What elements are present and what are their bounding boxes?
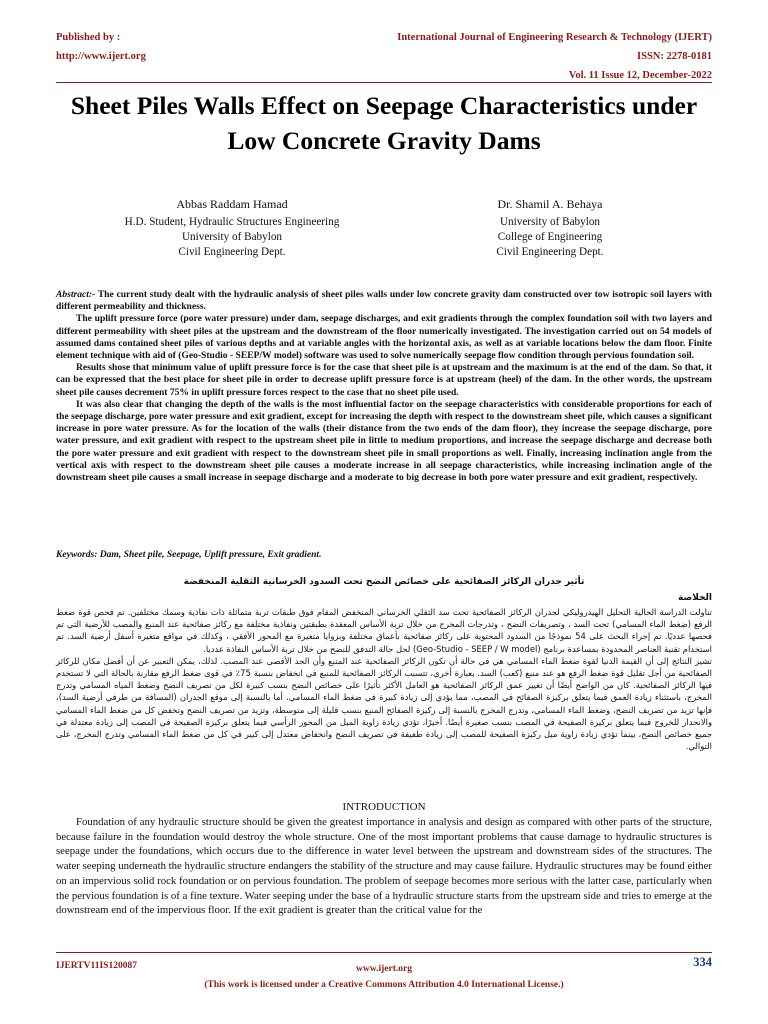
introduction-section	[56, 815, 712, 918]
author-affiliation: H.D. Student, Hydraulic Structures Engineering	[124, 216, 340, 228]
keywords-line	[56, 549, 712, 560]
keywords-label: Keywords	[56, 549, 95, 560]
arabic-title: تأثير جدران الركائز الصفائحية على خصائص النضح تحت السدود الخرسانية الثقلية المنخفضة	[183, 577, 585, 587]
author-block-2	[410, 197, 690, 260]
arabic-paragraph: تناولت الدراسة الحالية التحليل الهيدروليكي لجدران الركائز الصفائحية تحت سد الثقلي الخرساني المنخفض المقام فوق طبقات تربة متماثلة ذات نفاذية وسمك مختلفين. تم فحص قوة ضغط الرفع (ضغط الماء المسامي) تحت السد ، وتصريفات النضح ، وتدرجات المخرج من خلال تربة الأساس المعقدة بطبقتين ونفاذية مختلفة مع ركائز صفائحية عند المنبع والمصب للأرضية التي تم فحصها عدديًا. تم إجراء البحث على 54 نموذجًا من السدود المحتوية على ركائز صفائحية بأعماق مختلفة وبزوايا متغيرة مع المحور الأفقي ، وكذلك في مواقع متغيرة أسفل أرضية السد. تم استخدام تقنية العناصر المحدودة بمساعدة برنامج (Geo-Studio - SEEP / W model) لحل حالة التدفق للنضح من خلال تربة الأساس النفاذة عدديا.	[56, 607, 712, 654]
abstract-paragraph	[56, 289, 712, 313]
page-header	[56, 28, 712, 84]
paper-title: Sheet Piles Walls Effect on Seepage Characteristics under Low Concrete Gravity Dams	[70, 91, 698, 155]
license-note: (This work is licensed under a Creative Commons Attribution 4.0 International License.)	[204, 980, 564, 990]
journal-issn: ISSN: 2278-0181	[637, 51, 712, 62]
author-affiliation: University of Babylon	[181, 231, 283, 243]
footer-divider	[56, 952, 712, 953]
introduction-heading: INTRODUCTION	[342, 801, 426, 813]
abstract-label: Abstract:-	[56, 289, 96, 300]
introduction-paragraph: Foundation of any hydraulic structure should be given the greatest importance in analysis and design as compared with other parts of the structure, because failure in the foundation would destroy the whole structure. One of the most important problems that cause damage to hydraulic structures is seepage under the foundations, which occurs due to the difference in water level between the upstream and downstream sides of the structures. The water seeping underneath the hydraulic structure endangers the stability of the structure and may cause failure. Hydraulic structures may be found either on an impervious solid rock foundation or on pervious foundation. The problem of seepage becomes more serious with the latter case, particularly when the pervious foundation is of a fine texture. Water seeping under the base of a hydraulic structure starts from the upstream side and tries to emerge at the downstream end of the impervious floor. If the exit gradient is greater than the critical value for the	[56, 816, 712, 917]
author-affiliation: Civil Engineering Dept.	[178, 246, 286, 258]
page-number: 334	[693, 955, 712, 969]
footer-center	[56, 961, 712, 993]
abstract-paragraph: Results shose that minimum value of uplift pressure force is for the case that sheet pile is at upstream and the maximum is at the end of the dam. So that, it can be expressed that the best place for sheet pile in order to decrease uplift pressure force is at upstream (heel) of the dam. In the other words, the upstream sheet pile causes decrement 75% in uplift pressure forces respect to the case that no sheet pile used.	[56, 362, 712, 398]
author-affiliation: Civil Engineering Dept.	[496, 246, 604, 258]
paper-id: IJERTV11IS120087	[56, 961, 137, 971]
arabic-abstract	[56, 606, 712, 752]
abstract-paragraph: It was also clear that changing the depth of the walls is the most influential factor on the seepage characteristics with considerable proportions for each of the seepage discharge, pore water pressure and exit gradient, except for increasing the depth with respect to the downstream sheet pile, which causes a significant increase in pore water pressure. As for the location of the walls (their distance from the two ends of the dam floor), they increase the seepage discharge, pore water pressure, and exit gradient with respect to the upstream sheet pile in little to medium proportions, and increase the seepage discharge and decrease both the pore water pressure and exit gradient with respect to the downstream sheet pile in small proportions as well. Finally, increasing inclination angle from the vertical axis with respect to the downstream sheet pile causes a moderate increase in all seepage characteristics, while increasing inclination angle of the downstream sheet pile causes a small increase in seepage discharge and a moderate to big decrease in both pore water pressure and exit gradient, respectively.	[56, 398, 712, 484]
arabic-paragraph: تشير النتائج إلى أن القيمة الدنيا لقوة ضغط الماء المسامي هي في حالة أن تكون الركائز الصفائحية عند المنبع وأن الحد الأقصى عند المصب. لذلك، يمكن التعبير عن أن أفضل مكان للركائز الصفائحية من أجل تقليل قوة ضغط الرفع هو عند منبع (كعب) السد. بعبارة أخرى، تتسبب الركائز الصفائحية للمنبع في انخفاض بنسبة 75٪ في قوى ضغط الرفع مقارنة بالحالة التي لا تستخدم فيها الركائز الصفائحية. كان من الواضح أيضًا أن تغيير عمق الركائز الصفائحية هو العامل الأكثر تأثيرًا على خصائص النضح بنسب كبيرة لكل من تصريف النضح وضغط المياه المسامي وتدرج المخرج، باستثناء زيادة العمق فيما يتعلق بركيزة الصفائح في المصب، مما يؤدي إلى زيادة كبيرة في ضغط الماء المسامي. أما بالنسبة إلى موقع الجدران (المسافة من طرفي أرضية السد)، فإنها تزيد من تصريف النضح، وضغط الماء المسامي، وتدرج المخرج بالنسبة إلى ركيزة الصفائح المنبع بنسب قليلة إلى متوسطة، وتزيد من تصريف النضح وتخفض كل من ضغط الماء المسامي والانحدار للخروج فيما يتعلق بركيزة الصفيحة في المصب بنسب صغيرة أيضًا. أخيرًا، تؤدي زيادة زاوية الميل من المحور الرأسي فيما يتعلق بركيزة الصفيحة في المصب إلى زيادة معتدلة في جميع خصائص النضح، بينما تؤدي زيادة زاوية ميل ركيزة الصفيحة للمصب إلى زيادة طفيفة في تصريف النضح وانخفاض معتدل إلى كبير في كل من ضغط الماء المسامي وتدرج المخرج، على التوالي.	[56, 655, 712, 752]
author-affiliation: University of Babylon	[499, 216, 601, 228]
publisher-url-link[interactable]: http://www.ijert.org	[56, 51, 146, 62]
author-affiliation: College of Engineering	[497, 231, 603, 243]
abstract-paragraph: The uplift pressure force (pore water pressure) under dam, seepage discharges, and exit gradients through the complex foundation soil with two layers and different permeability with sheet piles at the upstream and the downstream of the floor numerically investigated. The investigation carried out on 54 models of assumed dams contained sheet piles of various depths and at variable angles with the horizontal axis, as well as at variable locations below the dam floor. Finite element technique with aid of (Geo-Studio - SEEP/W model) software was used to solve numerically seepage flow condition through pervious foundation soil.	[56, 313, 712, 362]
author-name: Abbas Raddam Hamad	[176, 197, 288, 211]
published-by-label: Published by :	[56, 32, 121, 43]
journal-volume: Vol. 11 Issue 12, December-2022	[568, 70, 712, 81]
journal-block	[397, 28, 712, 85]
publisher-block	[56, 28, 146, 66]
author-block-1	[92, 197, 372, 260]
footer-url-link[interactable]: www.ijert.org	[356, 964, 412, 974]
header-divider	[56, 82, 712, 83]
abstract-text: The current study dealt with the hydraulic analysis of sheet piles walls under low concrete gravity dam constructed over tow isotropic soil layers with different permeability and thickness.	[56, 289, 712, 313]
abstract-section	[56, 289, 712, 484]
journal-name: International Journal of Engineering Research & Technology (IJERT)	[397, 32, 712, 43]
author-name: Dr. Shamil A. Behaya	[497, 197, 603, 211]
arabic-abstract-heading: الخلاصة	[678, 593, 712, 603]
keywords-text: : Dam, Sheet pile, Seepage, Uplift pressure, Exit gradient.	[94, 549, 322, 560]
